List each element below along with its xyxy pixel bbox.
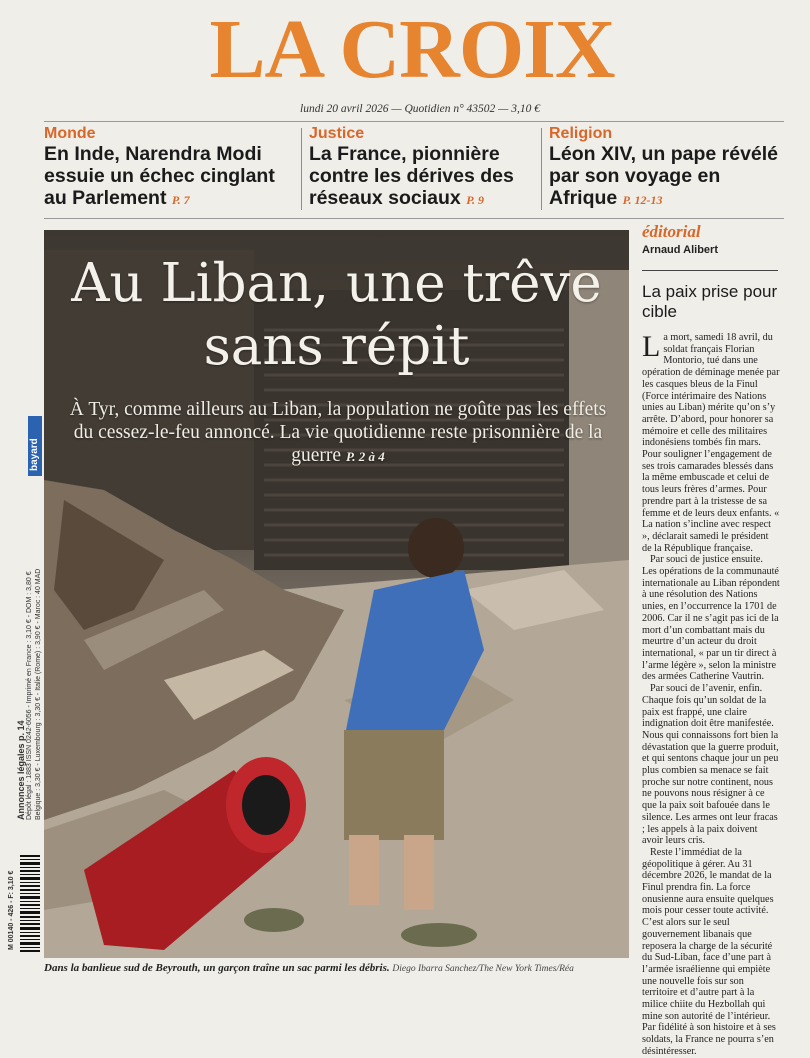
editorial-title[interactable]: La paix prise pour cible — [642, 282, 778, 321]
teaser-page: P. 7 — [171, 193, 190, 207]
main-dek: À Tyr, comme ailleurs au Liban, la population ne goûte pas les effets du cessez-le-feu annoncé. La vie quotidienne reste prisonnière de la guerre P. 2 à 4 — [69, 399, 607, 466]
masthead — [0, 0, 810, 100]
main-headline[interactable]: Au Liban, une trêve sans répit — [71, 253, 602, 377]
editorial-paragraph: Reste l’immédiat de la géopolitique à gérer. Au 31 décembre 2026, le mandat de la Finul prendra fin. La force onusienne aura ensuite quelques mois pour cesser toute activité. C’est alors sur le seul gouvernement libanais que reposera la charge de la sécurité du Sud-Liban, face d’une part à l’armée israélienne qui empiète une nouvelle fois sur son territoire et d’autre part à la milice chiite du Hezbollah qui mine son autorité de l’intérieur. Par fidélité à son histoire et à ses soldats, la France ne pourra s’en désintéresser. — [642, 846, 776, 1057]
editorial-body — [642, 332, 780, 1058]
top-rule — [44, 121, 784, 122]
teaser-bottom-rule — [44, 218, 784, 219]
main-photo[interactable] — [44, 230, 629, 958]
teaser-row — [44, 124, 784, 216]
barcode — [18, 855, 42, 955]
photo-caption: Dans la banlieue sud de Beyrouth, un garçon traîne un sac parmi les débris. Diego Ibarra Sanchez/The New York Times/Réa — [44, 962, 574, 974]
teaser-headline: En Inde, Narendra Modi essuie un échec cinglant au Parlement P. 7 — [44, 143, 275, 209]
photo-credit: Diego Ibarra Sanchez/The New York Times/Réa — [392, 964, 574, 974]
teaser-rubric: Religion — [549, 125, 613, 142]
editorial-label: éditorial — [642, 222, 701, 241]
teaser-separator — [301, 128, 302, 210]
barcode-text: M 00140 - 426 - F: 3,10 € — [8, 870, 15, 950]
drop-cap: L — [642, 330, 661, 363]
bayard-logo: bayard — [28, 416, 42, 476]
teaser-page: P. 9 — [466, 193, 484, 207]
teaser-separator — [541, 128, 542, 210]
teaser-rubric: Monde — [44, 125, 96, 142]
editorial-paragraph: Par souci de justice ensuite. Les opérations de la communauté internationale au Liban répondent à une résolution des Nations unies, en l’occurrence la 1701 de 2006. Car il ne s’agit pas ici de la mort d’un combattant mais du meurtre d’un acteur du droit international, « par un tir direct à l’arme légère », selon la ministre des armées Catherine Vautrin. — [642, 554, 780, 683]
dateline: lundi 20 avril 2026 — Quotidien n° 43502 — 3,10 € — [300, 103, 541, 115]
teaser-rubric: Justice — [309, 125, 365, 142]
editorial-author: Arnaud Alibert — [642, 244, 718, 256]
main-page-ref: P. 2 à 4 — [345, 449, 385, 464]
editorial-paragraph: La mort, samedi 18 avril, du soldat français Florian Montorio, tué dans une opération de déminage menée par les casques bleus de la Finul (Force intérimaire des Nations unies au Liban) mérite qu’on s’y arrête. D’abord, pour honorer sa mémoire et celle des militaires indonésiens tombés fin mars. Pour souligner l’engagement de ses trois camarades blessés dans la même embuscade et celui de tous leurs frères d’armes. Pour prendre part à la tristesse de sa femme et de leurs deux enfants. « La nation s’incline avec respect », déclarait samedi le président de la République française. — [642, 330, 780, 554]
editorial-rule — [642, 270, 778, 271]
foreign-prices: Belgique : 3,30 € - Luxembourg : 3,30 € - Italie (Rome) : 3,90 € - Maroc : 40 MAD — [35, 568, 42, 820]
newspaper-logo[interactable]: LA CROIX — [209, 3, 615, 96]
teaser-headline: Léon XIV, un pape révélé par son voyage en Afrique P. 12-13 — [549, 143, 779, 209]
teaser-monde[interactable] — [44, 124, 280, 214]
teaser-headline: La France, pionnière contre les dérives des réseaux sociaux P. 9 — [309, 143, 514, 209]
editorial-paragraph: Par souci de l’avenir, enfin. Chaque fois qu’un soldat de la paix est frappé, une claire indignation doit être manifestée. Nous qui connaissons fort bien la dévastation que la guerre produit, et qui sentons chaque jour un peu plus combien sa menace se fait proche sur notre continent, nous ne pouvons nous résigner à ce que la paix soit bafouée dans le silence. Les armes ont leur fracas ; les appels à la paix doivent avoir leurs cris. — [642, 683, 779, 847]
legal-deposit: Dépôt légal : 1883 ISSN 0242-6056 - Imprimé en France : 3,10 € - DOM : 3,80 € — [26, 571, 33, 820]
teaser-page: P. 12-13 — [622, 193, 663, 207]
editorial-header — [642, 222, 782, 256]
teaser-justice[interactable] — [309, 124, 521, 214]
legal-notice: Annonces légales p. 14 — [16, 720, 26, 820]
teaser-religion[interactable] — [549, 124, 784, 214]
